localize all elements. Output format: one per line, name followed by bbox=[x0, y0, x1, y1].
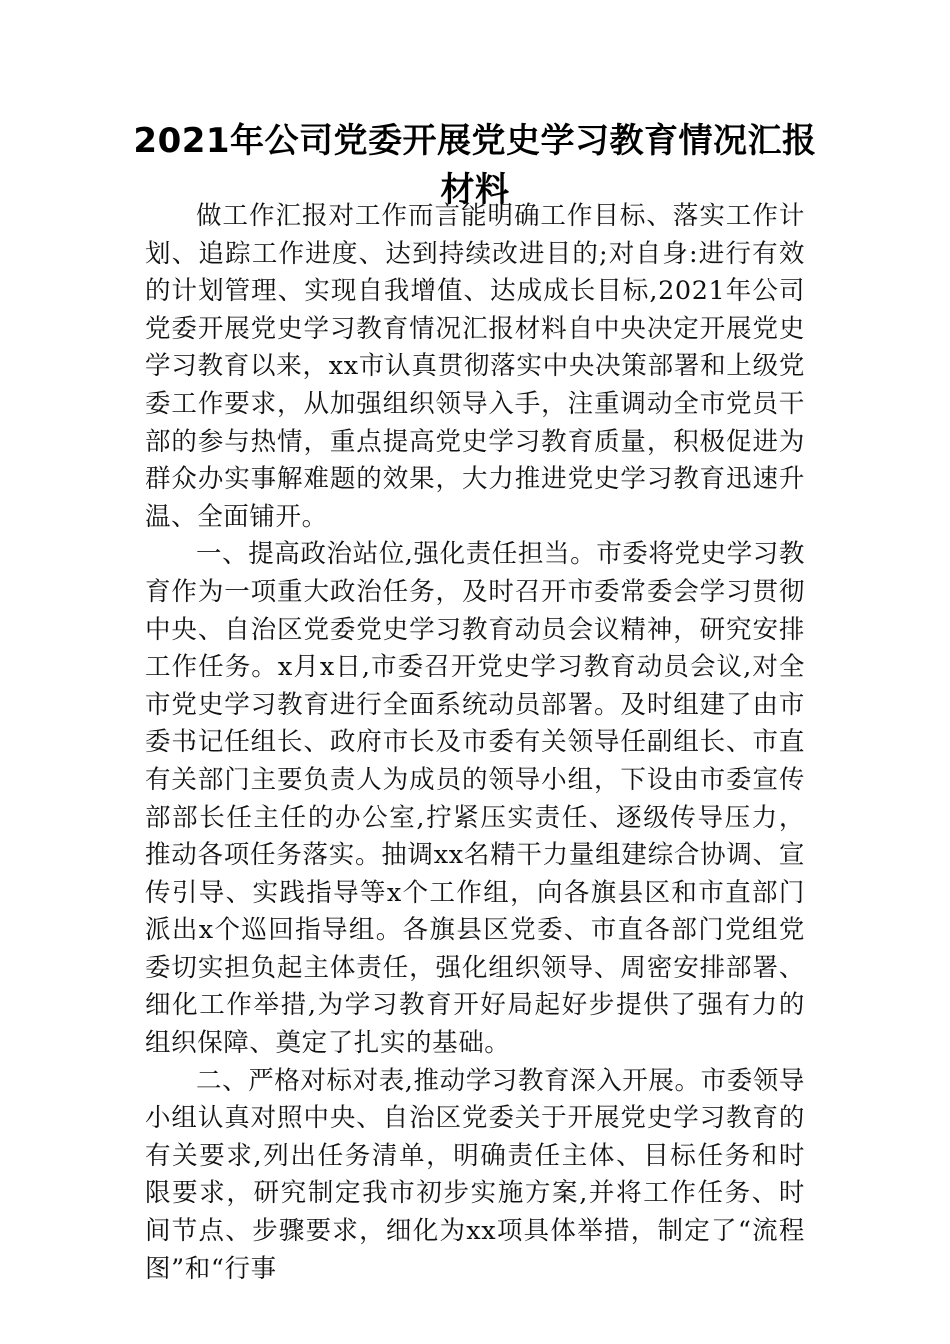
paragraph-section-1: 一、提高政治站位,强化责任担当。市委将党史学习教育作为一项重大政治任务，及时召开市委常委会学习贯彻中央、自治区党委党史学习教育动员会议精神，研究安排工作任务。x月x日,市委召开党史学习教育动员会议,对全市党史学习教育进行全面系统动员部署。及时组建了由市委书记任组长、政府市长及市委有关领导任副组长、市直有关部门主要负责人为成员的领导小组，下设由市委宣传部部长任主任的办公室,拧紧压实责任、逐级传导压力，推动各项任务落实。抽调xx名精干力量组建综合协调、宣传引导、实践指导等x个工作组，向各旗县区和市直部门派出x个巡回指导组。各旗县区党委、市直各部门党组党委切实担负起主体责任，强化组织领导、周密安排部署、细化工作举措,为学习教育开好局起好步提供了强有力的组织保障、奠定了扎实的基础。 bbox=[145, 539, 806, 1059]
document-title-line-2: 材料 bbox=[440, 170, 510, 210]
document-title-line-1: 2021年公司党委开展党史学习教育情况汇报 bbox=[133, 121, 817, 161]
paragraph-intro: 做工作汇报对工作而言能明确工作目标、落实工作计划、追踪工作进度、达到持续改进目的;对自身:进行有效的计划管理、实现自我增值、达成成长目标,2021年公司党委开展党史学习教育情况汇报材料自中央决定开展党史学习教育以来，xx市认真贯彻落实中央决策部署和上级党委工作要求，从加强组织领导入手，注重调动全市党员干部的参与热情，重点提高党史学习教育质量，积极促进为群众办实事解难题的效果，大力推进党史学习教育迅速升温、全面铺开。 bbox=[145, 201, 805, 532]
paragraph-section-2: 二、严格对标对表,推动学习教育深入开展。市委领导小组认真对照中央、自治区党委关于开展党史学习教育的有关要求,列出任务清单，明确责任主体、目标任务和时限要求，研究制定我市初步实施方案,并将工作任务、时间节点、步骤要求，细化为xx项具体举措，制定了“流程图”和“行事 bbox=[145, 1065, 806, 1284]
document-body bbox=[145, 198, 805, 1288]
